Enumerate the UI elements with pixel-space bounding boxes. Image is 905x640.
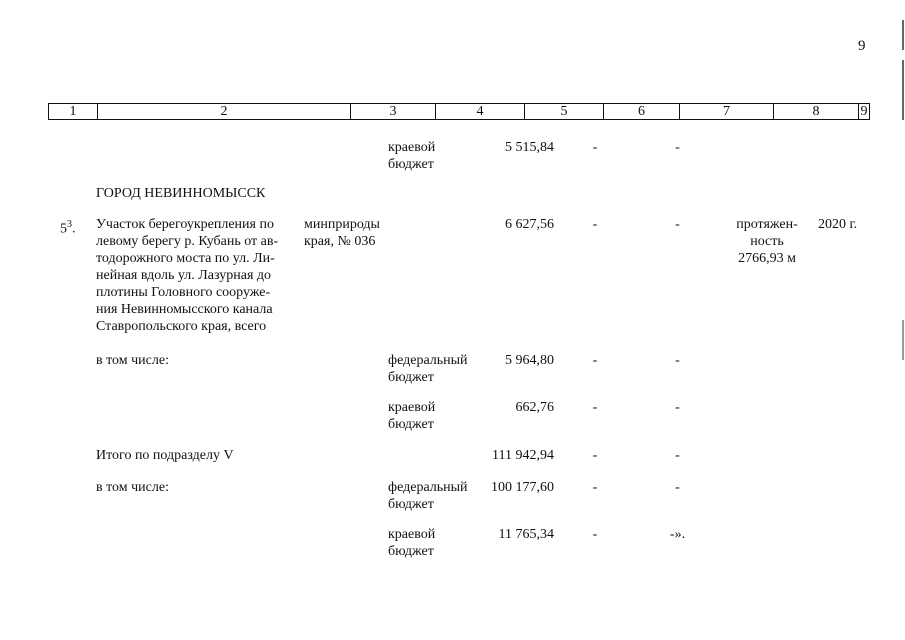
dash-cell: - bbox=[675, 448, 680, 463]
description-line: Ставропольского края, всего bbox=[96, 319, 267, 334]
table-header-row bbox=[48, 103, 870, 120]
federal-budget-label bbox=[388, 352, 478, 386]
customer-line: минприроды bbox=[304, 217, 380, 232]
regional-budget-label bbox=[388, 399, 478, 433]
budget-source-line: федеральный bbox=[388, 480, 468, 495]
including-label: в том числе: bbox=[96, 353, 169, 368]
item-number-dot: . bbox=[72, 221, 76, 237]
column-number-9: 9 bbox=[860, 104, 868, 119]
budget-source-line: бюджет bbox=[388, 370, 434, 385]
dash-cell: - bbox=[592, 400, 598, 415]
page-number: 9 bbox=[858, 38, 866, 54]
regional-budget-label bbox=[388, 526, 478, 560]
item-customer bbox=[304, 216, 380, 250]
item-number-main: 5 bbox=[60, 221, 67, 237]
dash-cell: - bbox=[592, 448, 598, 463]
dash-cell: - bbox=[592, 527, 598, 542]
column-number-6: 6 bbox=[604, 104, 680, 119]
dash-cell: - bbox=[675, 400, 680, 415]
dash-cell: - bbox=[592, 140, 598, 155]
capacity-line: протяжен- bbox=[736, 217, 798, 232]
dash-cell: - bbox=[675, 480, 680, 495]
scan-edge-mark bbox=[902, 60, 904, 120]
description-line: нейная вдоль ул. Лазурная до bbox=[96, 268, 271, 283]
budget-source-line: федеральный bbox=[388, 353, 468, 368]
description-line: тодорожного моста по ул. Ли- bbox=[96, 251, 275, 266]
budget-source-line: краевой bbox=[388, 527, 436, 542]
amount-cell: 6 627,56 bbox=[505, 217, 554, 232]
column-number-7: 7 bbox=[680, 104, 774, 119]
description-line: ния Невинномысского канала bbox=[96, 302, 273, 317]
scan-edge-mark bbox=[902, 20, 904, 50]
capacity-line: ность bbox=[750, 234, 784, 249]
subtotal-label: Итого по подразделу V bbox=[96, 448, 234, 463]
dash-cell: - bbox=[675, 217, 680, 232]
description-line: плотины Головного сооруже- bbox=[96, 285, 271, 300]
column-number-1: 1 bbox=[49, 104, 98, 119]
customer-line: края, № 036 bbox=[304, 234, 376, 249]
item-description bbox=[96, 216, 301, 335]
regional-budget-label bbox=[388, 139, 478, 173]
column-number-3: 3 bbox=[351, 104, 436, 119]
description-line: левому берегу р. Кубань от ав- bbox=[96, 234, 279, 249]
amount-cell: 111 942,94 bbox=[492, 448, 554, 463]
column-number-4: 4 bbox=[436, 104, 525, 119]
closing-quote-cell: -». bbox=[669, 527, 686, 542]
amount-cell: 100 177,60 bbox=[491, 480, 554, 495]
including-label: в том числе: bbox=[96, 480, 169, 495]
dash-cell: - bbox=[592, 480, 598, 495]
item-year: 2020 г. bbox=[818, 217, 858, 232]
federal-budget-label bbox=[388, 479, 478, 513]
budget-source-line: бюджет bbox=[388, 497, 434, 512]
item-capacity bbox=[722, 216, 812, 267]
budget-source-text: краевой бюджет bbox=[388, 140, 436, 172]
dash-cell: - bbox=[675, 140, 680, 155]
description-line: Участок берегоукрепления по bbox=[96, 217, 274, 232]
budget-source-line: бюджет bbox=[388, 544, 434, 559]
scan-edge-mark bbox=[902, 320, 904, 360]
dash-cell: - bbox=[592, 353, 598, 368]
amount-cell: 11 765,34 bbox=[498, 527, 554, 542]
capacity-line: 2766,93 м bbox=[738, 251, 796, 266]
amount-cell: 5 515,84 bbox=[505, 140, 554, 155]
dash-cell: - bbox=[675, 353, 680, 368]
budget-source-line: бюджет bbox=[388, 417, 434, 432]
item-number-superscript: 3 bbox=[67, 219, 72, 230]
dash-cell: - bbox=[592, 217, 598, 232]
column-number-2: 2 bbox=[98, 104, 351, 119]
city-heading: ГОРОД НЕВИННОМЫССК bbox=[96, 186, 266, 201]
column-number-5: 5 bbox=[525, 104, 604, 119]
item-number bbox=[60, 216, 76, 238]
budget-source-line: краевой bbox=[388, 400, 436, 415]
column-number-8: 8 bbox=[774, 104, 859, 119]
amount-cell: 5 964,80 bbox=[505, 353, 554, 368]
amount-cell: 662,76 bbox=[515, 400, 554, 415]
